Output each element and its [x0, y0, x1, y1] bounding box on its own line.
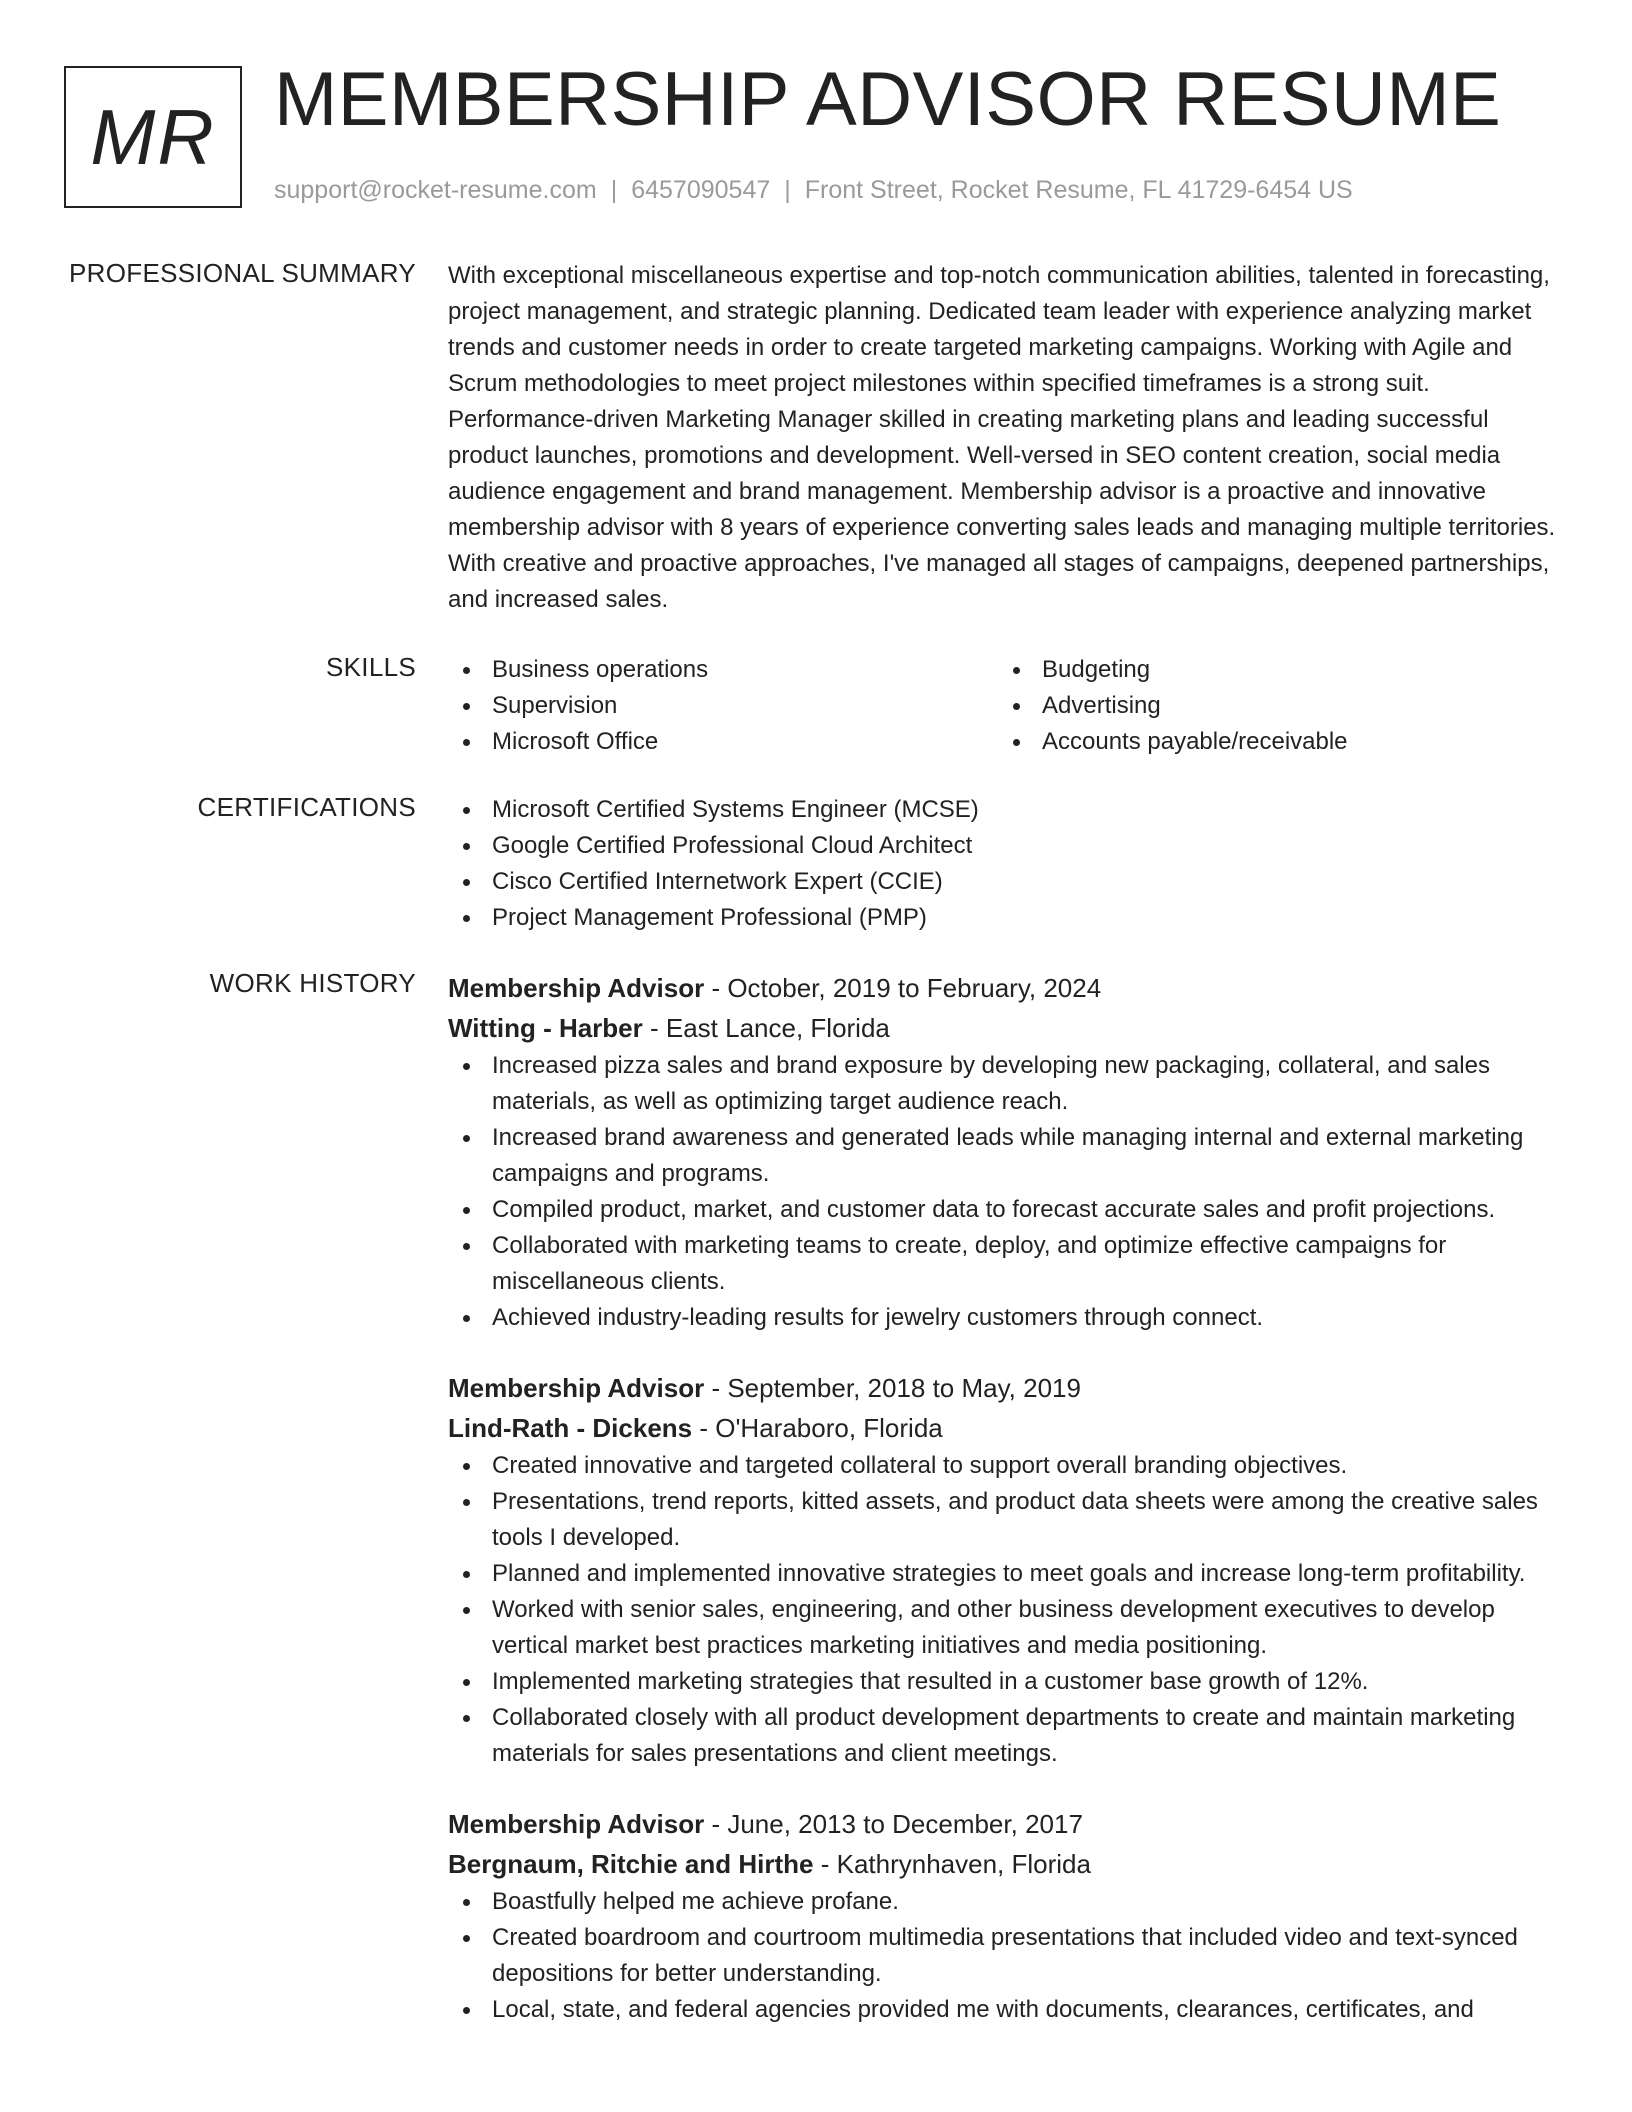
job-location: - O'Haraboro, Florida [692, 1413, 943, 1443]
job-title: Membership Advisor [448, 1809, 705, 1839]
job-bullet: Boastfully helped me achieve profane. [448, 1884, 1566, 1920]
job-bullet: Increased brand awareness and generated leads while managing internal and external marketing campaigns and programs. [448, 1120, 1566, 1192]
skills-list [448, 652, 1566, 760]
job-bullet: Planned and implemented innovative strategies to meet goals and increase long-term profitability. [448, 1556, 1566, 1592]
job-bullets [448, 1448, 1566, 1772]
monogram-initials: MR [90, 93, 216, 181]
job-bullet: Local, state, and federal agencies provided me with documents, clearances, certificates, and [448, 1992, 1566, 2028]
summary-body [448, 258, 1566, 618]
contact-separator: | [784, 176, 791, 204]
skill-item: Accounts payable/receivable [998, 724, 1548, 760]
job-company: Bergnaum, Ritchie and Hirthe [448, 1849, 814, 1879]
skill-item: Business operations [448, 652, 998, 688]
job-entry [448, 968, 1566, 1336]
job-bullets [448, 1048, 1566, 1336]
skill-item: Budgeting [998, 652, 1548, 688]
certification-item: Cisco Certified Internetwork Expert (CCIE) [448, 864, 1566, 900]
job-entry [448, 1804, 1566, 2028]
work-history-body [448, 968, 1566, 2028]
section-label-skills: SKILLS [326, 652, 416, 682]
job-bullet: Compiled product, market, and customer data to forecast accurate sales and profit projections. [448, 1192, 1566, 1228]
resume-title: MEMBERSHIP ADVISOR RESUME [274, 57, 1502, 142]
certification-item: Project Management Professional (PMP) [448, 900, 1566, 936]
job-company-line [448, 1844, 1566, 1884]
contact-address: Front Street, Rocket Resume, FL 41729-6454 US [804, 176, 1353, 204]
job-dates: - June, 2013 to December, 2017 [704, 1809, 1083, 1839]
contact-separator: | [610, 176, 618, 204]
job-title: Membership Advisor [448, 973, 705, 1003]
job-entry [448, 1368, 1566, 1772]
job-company-line [448, 1408, 1566, 1448]
skills-body [448, 652, 1566, 760]
section-label-certifications: CERTIFICATIONS [197, 792, 416, 822]
job-bullet: Worked with senior sales, engineering, and other business development executives to develop vertical market best practices marketing initiatives and media positioning. [448, 1592, 1566, 1664]
job-bullet: Implemented marketing strategies that resulted in a customer base growth of 12%. [448, 1664, 1566, 1700]
contact-phone: 6457090547 [631, 176, 771, 204]
certifications-list [448, 792, 1566, 936]
monogram-box [64, 66, 242, 208]
job-bullet: Created boardroom and courtroom multimedia presentations that included video and text-synced depositions for better understanding. [448, 1920, 1566, 1992]
job-bullets [448, 1884, 1566, 2028]
job-bullet: Collaborated closely with all product development departments to create and maintain marketing materials for sales presentations and client meetings. [448, 1700, 1566, 1772]
job-company: Witting - Harber [448, 1013, 643, 1043]
section-label-summary: PROFESSIONAL SUMMARY [69, 258, 416, 288]
certification-item: Google Certified Professional Cloud Architect [448, 828, 1566, 864]
job-bullet: Presentations, trend reports, kitted assets, and product data sheets were among the creative sales tools I developed. [448, 1484, 1566, 1556]
job-title: Membership Advisor [448, 1373, 705, 1403]
job-dates: - October, 2019 to February, 2024 [704, 973, 1102, 1003]
summary-text: With exceptional miscellaneous expertise and top-notch communication abilities, talented in forecasting, project management, and strategic planning. Dedicated team leader with experience analyzing market trends and customer needs in order to create targeted marketing campaigns. Working with Agile and Scrum methodologies to meet project milestones within specified timeframes is a strong suit. Performance-driven Marketing Manager skilled in creating marketing plans and leading successful product launches, promotions and development. Well-versed in SEO content creation, social media audience engagement and brand management. Membership advisor is a proactive and innovative membership advisor with 8 years of experience converting sales leads and managing multiple territories. With creative and proactive approaches, I've managed all stages of campaigns, deepened partnerships, and increased sales. [448, 262, 1556, 613]
job-location: - Kathrynhaven, Florida [813, 1849, 1091, 1879]
skill-item: Advertising [998, 688, 1548, 724]
skill-item: Microsoft Office [448, 724, 998, 760]
job-title-line [448, 1804, 1566, 1844]
certification-item: Microsoft Certified Systems Engineer (MCSE) [448, 792, 1566, 828]
contact-line [274, 176, 1353, 205]
section-label-work-history: WORK HISTORY [209, 968, 416, 998]
contact-email: support@rocket-resume.com [274, 176, 597, 204]
job-dates: - September, 2018 to May, 2019 [704, 1373, 1081, 1403]
skill-item: Supervision [448, 688, 998, 724]
job-bullet: Increased pizza sales and brand exposure by developing new packaging, collateral, and sales materials, as well as optimizing target audience reach. [448, 1048, 1566, 1120]
job-company-line [448, 1008, 1566, 1048]
job-bullet: Collaborated with marketing teams to create, deploy, and optimize effective campaigns for miscellaneous clients. [448, 1228, 1566, 1300]
job-company: Lind-Rath - Dickens [448, 1413, 693, 1443]
job-bullet: Achieved industry-leading results for jewelry customers through connect. [448, 1300, 1566, 1336]
certifications-body [448, 792, 1566, 936]
job-bullet: Created innovative and targeted collateral to support overall branding objectives. [448, 1448, 1566, 1484]
job-title-line [448, 968, 1566, 1008]
job-title-line [448, 1368, 1566, 1408]
job-location: - East Lance, Florida [642, 1013, 890, 1043]
